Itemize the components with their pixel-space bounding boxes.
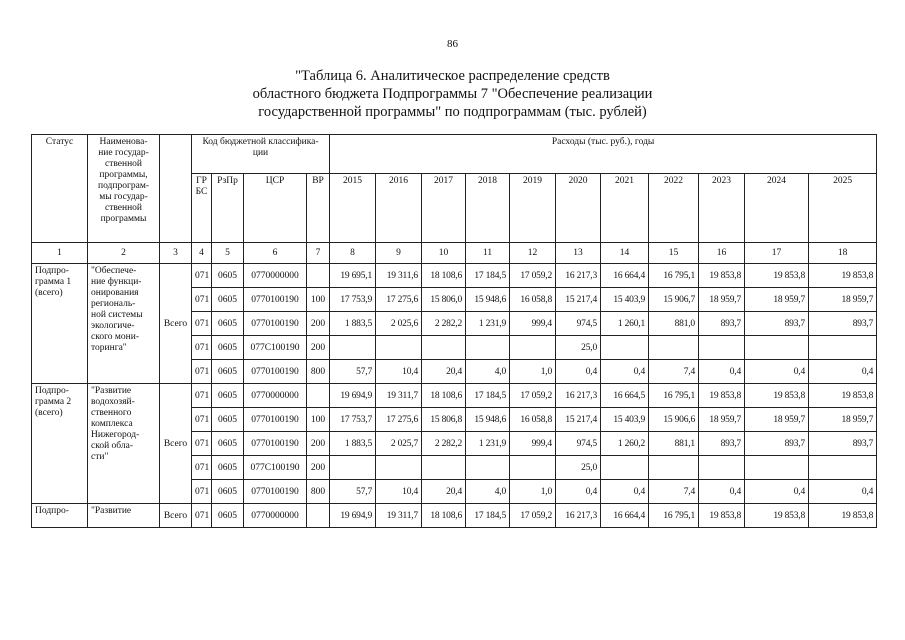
rzpr-cell: 0605: [212, 432, 244, 456]
value-cell: 19 311,7: [376, 504, 422, 528]
value-cell: 17 275,6: [376, 408, 422, 432]
vr-cell: 100: [307, 288, 330, 312]
value-cell: 19 694,9: [330, 504, 376, 528]
csr-cell: 0770000000: [244, 264, 307, 288]
header-year: 2015: [330, 174, 376, 243]
value-cell: 20,4: [422, 360, 466, 384]
column-number: 15: [649, 243, 699, 264]
total-label-cell: Всего: [160, 264, 192, 384]
value-cell: 4,0: [466, 480, 510, 504]
value-cell: 16 795,1: [649, 504, 699, 528]
value-cell: 18 959,7: [699, 408, 745, 432]
value-cell: 881,0: [649, 312, 699, 336]
value-cell: 2 025,6: [376, 312, 422, 336]
value-cell: [466, 456, 510, 480]
value-cell: 17 184,5: [466, 264, 510, 288]
value-cell: 18 108,6: [422, 384, 466, 408]
value-cell: 10,4: [376, 480, 422, 504]
value-cell: 19 853,8: [699, 264, 745, 288]
value-cell: 1 883,5: [330, 432, 376, 456]
value-cell: 974,5: [556, 312, 601, 336]
header-year: 2025: [809, 174, 877, 243]
vr-cell: 200: [307, 336, 330, 360]
column-number: 18: [809, 243, 877, 264]
csr-cell: 0770100190: [244, 480, 307, 504]
header-csr: ЦСР: [244, 174, 307, 243]
value-cell: 2 282,2: [422, 432, 466, 456]
value-cell: 16 795,1: [649, 384, 699, 408]
value-cell: 881,1: [649, 432, 699, 456]
grbs-cell: 071: [192, 456, 212, 480]
value-cell: 2 025,7: [376, 432, 422, 456]
header-grbs: ГР БС: [192, 174, 212, 243]
value-cell: [745, 336, 809, 360]
header-year: 2018: [466, 174, 510, 243]
column-number: 14: [601, 243, 649, 264]
table-row: [32, 384, 877, 408]
rzpr-cell: 0605: [212, 336, 244, 360]
value-cell: [745, 456, 809, 480]
column-number: 6: [244, 243, 307, 264]
value-cell: 25,0: [556, 336, 601, 360]
value-cell: 1 231,9: [466, 432, 510, 456]
value-cell: 16 217,3: [556, 384, 601, 408]
value-cell: 17 753,9: [330, 288, 376, 312]
table-row: [32, 264, 877, 288]
value-cell: [649, 456, 699, 480]
value-cell: 16 058,8: [510, 288, 556, 312]
status-cell: Подпро- грамма 1 (всего): [32, 264, 88, 384]
value-cell: 18 959,7: [745, 288, 809, 312]
header-blank: [160, 135, 192, 243]
column-number: 1: [32, 243, 88, 264]
value-cell: 893,7: [745, 432, 809, 456]
value-cell: 19 853,8: [745, 384, 809, 408]
value-cell: 1,0: [510, 480, 556, 504]
column-numbers-row: [32, 243, 877, 264]
grbs-cell: 071: [192, 504, 212, 528]
value-cell: 19 694,9: [330, 384, 376, 408]
value-cell: 16 795,1: [649, 264, 699, 288]
grbs-cell: 071: [192, 432, 212, 456]
value-cell: 893,7: [699, 432, 745, 456]
value-cell: 16 217,3: [556, 264, 601, 288]
value-cell: 999,4: [510, 312, 556, 336]
table-row: [32, 504, 877, 528]
rzpr-cell: 0605: [212, 456, 244, 480]
value-cell: 17 059,2: [510, 384, 556, 408]
header-kbk: Код бюджетной классифика- ции: [192, 135, 330, 174]
value-cell: 19 853,8: [699, 384, 745, 408]
budget-table: [31, 134, 877, 528]
value-cell: 19 853,8: [699, 504, 745, 528]
page-number: 86: [447, 38, 458, 50]
rzpr-cell: 0605: [212, 288, 244, 312]
value-cell: 7,4: [649, 360, 699, 384]
value-cell: 0,4: [699, 480, 745, 504]
column-number: 7: [307, 243, 330, 264]
value-cell: 17 753,7: [330, 408, 376, 432]
value-cell: [330, 456, 376, 480]
value-cell: 15 906,6: [649, 408, 699, 432]
value-cell: 0,4: [556, 360, 601, 384]
column-number: 4: [192, 243, 212, 264]
value-cell: 18 959,7: [809, 288, 877, 312]
program-name-cell: "Обеспече- ние функци- онирования региональ- ной системы экологиче- ского мони- торинга": [88, 264, 160, 384]
total-label-cell: Всего: [160, 504, 192, 528]
value-cell: 0,4: [745, 480, 809, 504]
value-cell: [510, 456, 556, 480]
value-cell: 16 058,8: [510, 408, 556, 432]
rzpr-cell: 0605: [212, 360, 244, 384]
value-cell: 2 282,2: [422, 312, 466, 336]
value-cell: 893,7: [699, 312, 745, 336]
vr-cell: [307, 384, 330, 408]
header-year: 2017: [422, 174, 466, 243]
value-cell: 1 883,5: [330, 312, 376, 336]
value-cell: 57,7: [330, 480, 376, 504]
value-cell: 1 260,2: [601, 432, 649, 456]
value-cell: 19 853,8: [745, 264, 809, 288]
value-cell: 18 959,7: [745, 408, 809, 432]
header-rzpr: РзПр: [212, 174, 244, 243]
rzpr-cell: 0605: [212, 384, 244, 408]
header-status: Статус: [32, 135, 88, 243]
header-year: 2020: [556, 174, 601, 243]
column-number: 12: [510, 243, 556, 264]
column-number: 11: [466, 243, 510, 264]
value-cell: 19 311,6: [376, 264, 422, 288]
value-cell: 0,4: [556, 480, 601, 504]
value-cell: 893,7: [809, 312, 877, 336]
value-cell: 0,4: [699, 360, 745, 384]
value-cell: [601, 336, 649, 360]
value-cell: 10,4: [376, 360, 422, 384]
value-cell: [699, 456, 745, 480]
rzpr-cell: 0605: [212, 408, 244, 432]
column-number: 16: [699, 243, 745, 264]
value-cell: [422, 336, 466, 360]
csr-cell: 0770100190: [244, 408, 307, 432]
grbs-cell: 071: [192, 312, 212, 336]
value-cell: 15 403,9: [601, 288, 649, 312]
title-line: "Таблица 6. Аналитическое распределение средств: [295, 68, 610, 84]
value-cell: 17 059,2: [510, 504, 556, 528]
value-cell: 15 948,6: [466, 288, 510, 312]
vr-cell: 200: [307, 432, 330, 456]
value-cell: 16 664,5: [601, 384, 649, 408]
header-year: 2022: [649, 174, 699, 243]
value-cell: 15 806,0: [422, 288, 466, 312]
header-year: 2023: [699, 174, 745, 243]
value-cell: 15 948,6: [466, 408, 510, 432]
column-number: 8: [330, 243, 376, 264]
value-cell: [699, 336, 745, 360]
vr-cell: 800: [307, 360, 330, 384]
column-number: 13: [556, 243, 601, 264]
value-cell: [376, 336, 422, 360]
vr-cell: 200: [307, 312, 330, 336]
value-cell: [510, 336, 556, 360]
column-number: 17: [745, 243, 809, 264]
vr-cell: [307, 264, 330, 288]
value-cell: 19 853,8: [809, 504, 877, 528]
grbs-cell: 071: [192, 336, 212, 360]
csr-cell: 0770100190: [244, 312, 307, 336]
csr-cell: 0770100190: [244, 288, 307, 312]
header-year: 2019: [510, 174, 556, 243]
value-cell: 893,7: [809, 432, 877, 456]
grbs-cell: 071: [192, 408, 212, 432]
header-year: 2016: [376, 174, 422, 243]
vr-cell: 200: [307, 456, 330, 480]
value-cell: [809, 456, 877, 480]
grbs-cell: 071: [192, 384, 212, 408]
program-name-cell: "Развитие: [88, 504, 160, 528]
value-cell: 999,4: [510, 432, 556, 456]
value-cell: 0,4: [601, 360, 649, 384]
rzpr-cell: 0605: [212, 312, 244, 336]
value-cell: 18 959,7: [809, 408, 877, 432]
value-cell: 1,0: [510, 360, 556, 384]
value-cell: 18 108,6: [422, 504, 466, 528]
grbs-cell: 071: [192, 264, 212, 288]
value-cell: 15 806,8: [422, 408, 466, 432]
header-expenses: Расходы (тыс. руб.), годы: [330, 135, 877, 174]
value-cell: 0,4: [601, 480, 649, 504]
column-number: 5: [212, 243, 244, 264]
value-cell: 19 853,8: [809, 384, 877, 408]
value-cell: 974,5: [556, 432, 601, 456]
rzpr-cell: 0605: [212, 480, 244, 504]
value-cell: 17 275,6: [376, 288, 422, 312]
column-number: 9: [376, 243, 422, 264]
value-cell: 25,0: [556, 456, 601, 480]
value-cell: 7,4: [649, 480, 699, 504]
value-cell: 19 311,7: [376, 384, 422, 408]
value-cell: 16 217,3: [556, 504, 601, 528]
value-cell: 15 403,9: [601, 408, 649, 432]
vr-cell: 800: [307, 480, 330, 504]
value-cell: 0,4: [809, 480, 877, 504]
csr-cell: 077С100190: [244, 336, 307, 360]
value-cell: [466, 336, 510, 360]
total-label-cell: Всего: [160, 384, 192, 504]
value-cell: 16 664,4: [601, 504, 649, 528]
value-cell: [376, 456, 422, 480]
value-cell: 0,4: [809, 360, 877, 384]
value-cell: [330, 336, 376, 360]
value-cell: 15 217,4: [556, 288, 601, 312]
header-name: Наименова- ние государ- ственной программы, подпрограм- мы государ- ственной программы: [88, 135, 160, 243]
value-cell: 0,4: [745, 360, 809, 384]
vr-cell: [307, 504, 330, 528]
value-cell: 17 059,2: [510, 264, 556, 288]
value-cell: 19 853,8: [745, 504, 809, 528]
column-number: 3: [160, 243, 192, 264]
value-cell: [649, 336, 699, 360]
value-cell: 1 260,1: [601, 312, 649, 336]
vr-cell: 100: [307, 408, 330, 432]
csr-cell: 0770000000: [244, 384, 307, 408]
grbs-cell: 071: [192, 360, 212, 384]
value-cell: 15 217,4: [556, 408, 601, 432]
csr-cell: 0770100190: [244, 432, 307, 456]
csr-cell: 077С100190: [244, 456, 307, 480]
title-line: областного бюджета Подпрограммы 7 "Обеспечение реализации: [252, 86, 653, 102]
value-cell: 17 184,5: [466, 504, 510, 528]
value-cell: 893,7: [745, 312, 809, 336]
rzpr-cell: 0605: [212, 504, 244, 528]
value-cell: [422, 456, 466, 480]
value-cell: 1 231,9: [466, 312, 510, 336]
value-cell: 15 906,7: [649, 288, 699, 312]
value-cell: [809, 336, 877, 360]
column-number: 2: [88, 243, 160, 264]
csr-cell: 0770100190: [244, 360, 307, 384]
csr-cell: 0770000000: [244, 504, 307, 528]
value-cell: 20,4: [422, 480, 466, 504]
column-number: 10: [422, 243, 466, 264]
value-cell: 18 959,7: [699, 288, 745, 312]
status-cell: Подпро- грамма 2 (всего): [32, 384, 88, 504]
rzpr-cell: 0605: [212, 264, 244, 288]
value-cell: 4,0: [466, 360, 510, 384]
value-cell: 57,7: [330, 360, 376, 384]
header-vr: ВР: [307, 174, 330, 243]
program-name-cell: "Развитие водохозяй- ственного комплекса Нижегород- ской обла- сти": [88, 384, 160, 504]
header-year: 2021: [601, 174, 649, 243]
value-cell: 16 664,4: [601, 264, 649, 288]
grbs-cell: 071: [192, 288, 212, 312]
grbs-cell: 071: [192, 480, 212, 504]
value-cell: 19 853,8: [809, 264, 877, 288]
title-line: государственной программы" по подпрограммам (тыс. рублей): [258, 104, 647, 120]
value-cell: 17 184,5: [466, 384, 510, 408]
value-cell: 18 108,6: [422, 264, 466, 288]
value-cell: [601, 456, 649, 480]
table-title: [150, 67, 755, 121]
status-cell: Подпро-: [32, 504, 88, 528]
value-cell: 19 695,1: [330, 264, 376, 288]
header-year: 2024: [745, 174, 809, 243]
